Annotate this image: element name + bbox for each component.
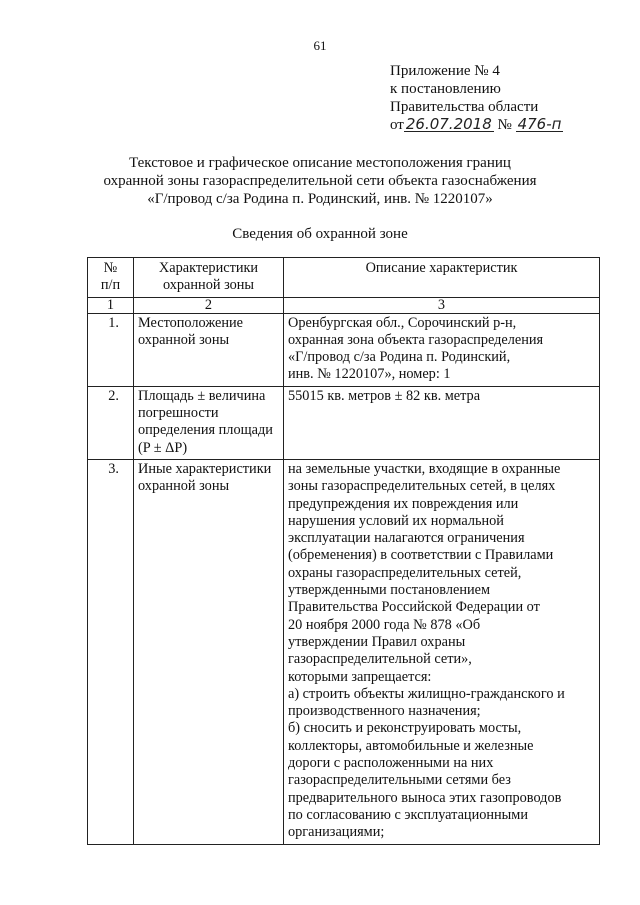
header-char-line: охранной зоны — [162, 277, 255, 294]
handwritten-date: 26.07.2018 — [405, 115, 492, 133]
page-number: 61 — [313, 38, 327, 53]
text-line: утверждении Правил охраны — [288, 633, 466, 650]
header-num — [88, 258, 134, 298]
text-line: 20 ноября 2000 года № 878 «Об — [288, 616, 481, 633]
text-line: определения площади — [138, 422, 273, 439]
text-line: газораспределительной сети», — [288, 651, 472, 668]
text-line: нарушения условий их нормальной — [288, 512, 504, 529]
text-line: Иные характеристики — [138, 460, 272, 477]
text-line: которыми запрещается: — [288, 668, 432, 685]
row-characteristic — [134, 313, 284, 386]
appendix-date-line — [390, 116, 620, 134]
title-line-1: Текстовое и графическое описание местоположения границ — [129, 155, 511, 171]
row-characteristic — [134, 386, 284, 459]
table-header-row — [88, 258, 600, 298]
header-char-line: Характеристики — [158, 260, 259, 276]
row-number: 2. — [88, 386, 134, 459]
text-line: Правительства Российской Федерации от — [288, 599, 540, 616]
text-line: (обременения) в соответствии с Правилами — [288, 547, 554, 564]
text-line: охранной зоны — [138, 478, 230, 495]
number-prefix: № — [497, 117, 512, 133]
text-line: «Г/провод с/за Родина п. Родинский, — [288, 349, 511, 366]
text-line: Местоположение — [138, 314, 243, 331]
table-row — [88, 313, 600, 386]
appendix-line-1: Приложение № 4 — [390, 63, 500, 79]
text-line: Оренбургская обл., Сорочинский р-н, — [288, 314, 517, 331]
row-description — [284, 313, 600, 386]
text-line: производственного назначения; — [288, 703, 481, 720]
text-line: на земельные участки, входящие в охранные — [288, 460, 561, 477]
text-line: предупреждения их повреждения или — [288, 495, 519, 512]
text-line: охранная зона объекта газораспределения — [288, 331, 544, 348]
text-line: предварительного выноса этих газопроводов — [288, 789, 562, 806]
text-line: Площадь ± величина — [138, 387, 266, 404]
text-line: коллекторы, автомобильные и железные — [288, 737, 534, 754]
text-line: охранной зоны — [138, 331, 230, 348]
header-characteristic — [134, 258, 284, 298]
text-line: эксплуатации налагаются ограничения — [288, 530, 525, 547]
table-row — [88, 459, 600, 844]
column-number-row — [88, 297, 600, 313]
table-row — [88, 386, 600, 459]
document-title — [60, 154, 580, 208]
row-number: 1. — [88, 313, 134, 386]
appendix-block — [390, 62, 620, 134]
row-number: 3. — [88, 459, 134, 844]
column-number: 1 — [88, 297, 134, 313]
text-line: дороги с расположенными на них — [288, 755, 494, 772]
row-description — [284, 459, 600, 844]
text-line: инв. № 1220107», номер: 1 — [288, 366, 451, 383]
section-title: Сведения об охранной зоне — [232, 226, 408, 242]
title-line-2: охранной зоны газораспределительной сети объекта газоснабжения — [103, 173, 537, 189]
text-line: (P ± ΔP) — [138, 439, 188, 456]
appendix-line-3: Правительства области — [390, 99, 539, 115]
row-description — [284, 386, 600, 459]
handwritten-number: 476-п — [517, 115, 562, 133]
text-line: охраны газораспределительных сетей, — [288, 564, 522, 581]
text-line: а) строить объекты жилищно-гражданского и — [288, 685, 565, 702]
header-description: Описание характеристик — [284, 258, 600, 298]
text-line: б) сносить и реконструировать мосты, — [288, 720, 522, 737]
date-prefix: от — [390, 117, 404, 133]
column-number: 3 — [284, 297, 600, 313]
appendix-line-2: к постановлению — [390, 81, 501, 97]
text-line: погрешности — [138, 405, 219, 422]
header-num-line: № — [103, 260, 118, 276]
text-line: зоны газораспределительных сетей, в целях — [288, 478, 556, 495]
title-line-3: «Г/провод с/за Родина п. Родинский, инв. № 1220107» — [147, 191, 493, 207]
zone-info-table — [87, 257, 600, 845]
row-characteristic — [134, 459, 284, 844]
text-line: газораспределительными сетями без — [288, 772, 511, 789]
text-line: по согласованию с эксплуатационными — [288, 806, 528, 823]
text-line: 55015 кв. метров ± 82 кв. метра — [288, 387, 481, 404]
text-line: утвержденными постановлением — [288, 582, 491, 599]
header-num-line: п/п — [100, 277, 121, 294]
text-line: организациями; — [288, 824, 385, 841]
column-number: 2 — [134, 297, 284, 313]
